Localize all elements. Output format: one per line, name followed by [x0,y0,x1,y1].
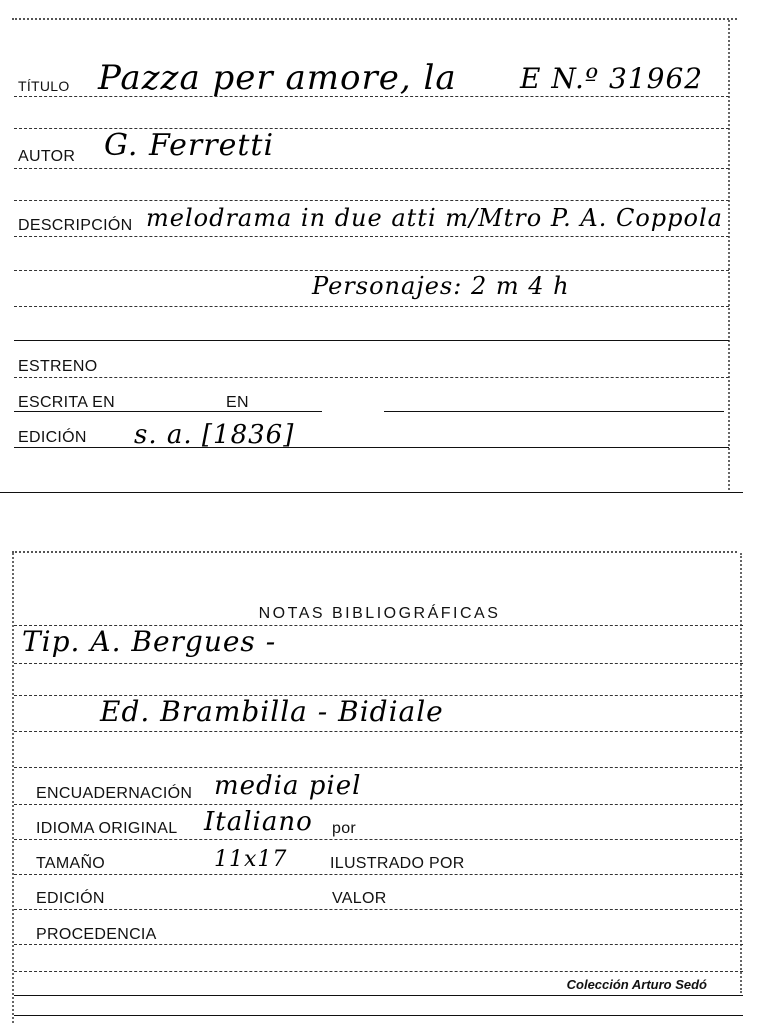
note-line-1: Tip. A. Bergues - [22,625,277,658]
titulo-label: TÍTULO [18,78,70,94]
note-line-2: Ed. Brambilla - Bidiale [100,695,444,728]
descripcion-label: DESCRIPCIÓN [18,217,133,234]
por-label: por [332,820,357,837]
card-top-edge [12,551,737,553]
card-right-edge [728,20,730,490]
estreno-label: ESTRENO [18,358,98,375]
card-bottom-edge [14,1015,743,1016]
ruled-line [14,200,729,201]
catalog-card-bottom [0,545,759,1028]
card-bottom-edge [0,492,743,493]
idioma-original-label: IDIOMA ORIGINAL [36,820,178,837]
encuadernacion-label: ENCUADERNACIÓN [36,785,193,802]
titulo-handwritten: Pazza per amore, la [98,58,457,98]
card-left-edge [12,553,14,1023]
autor-handwritten: G. Ferretti [104,128,275,163]
card-top-edge [12,18,737,20]
ruled-line [14,731,743,732]
en-label: EN [226,394,249,411]
estreno-line [14,377,729,378]
tamano-handwritten: 11x17 [214,847,288,872]
descripcion-handwritten: melodrama in due atti m/Mtro P. A. Coppola [146,204,723,232]
record-number-handwritten: E N.º 31962 [520,62,704,95]
idioma-line [14,839,743,840]
ruled-line [14,663,743,664]
collection-footer: Colección Arturo Sedó [566,977,707,992]
section-divider [14,340,729,341]
ilustrado-por-label: ILUSTRADO POR [330,855,465,872]
en-line [384,411,724,412]
descripcion-line [14,236,729,237]
ruled-line [14,767,743,768]
edicion-label: EDICIÓN [18,429,87,446]
procedencia-line [14,944,743,945]
tamano-label: TAMAÑO [36,855,106,872]
escrita-en-line [14,411,322,412]
notas-heading: NOTAS BIBLIOGRÁFICAS [258,605,501,622]
idioma-original-handwritten: Italiano [204,807,313,837]
autor-label: AUTOR [18,148,76,165]
catalog-card-top [0,0,759,495]
titulo-line [14,96,729,97]
footer-line [14,995,743,996]
edicion-label: EDICIÓN [36,890,105,907]
encuadernacion-line [14,804,743,805]
autor-line [14,168,729,169]
edicion-line [14,447,729,448]
tamano-line [14,874,743,875]
edicion-line [14,909,743,910]
escrita-en-label: ESCRITA EN [18,394,115,411]
ruled-line [14,306,729,307]
encuadernacion-handwritten: media piel [214,771,362,801]
edicion-handwritten: s. a. [1836] [134,420,295,450]
personajes-handwritten: Personajes: 2 m 4 h [312,272,570,300]
ruled-line [14,971,743,972]
ruled-line [14,270,729,271]
valor-label: VALOR [332,890,387,907]
procedencia-label: PROCEDENCIA [36,926,157,943]
